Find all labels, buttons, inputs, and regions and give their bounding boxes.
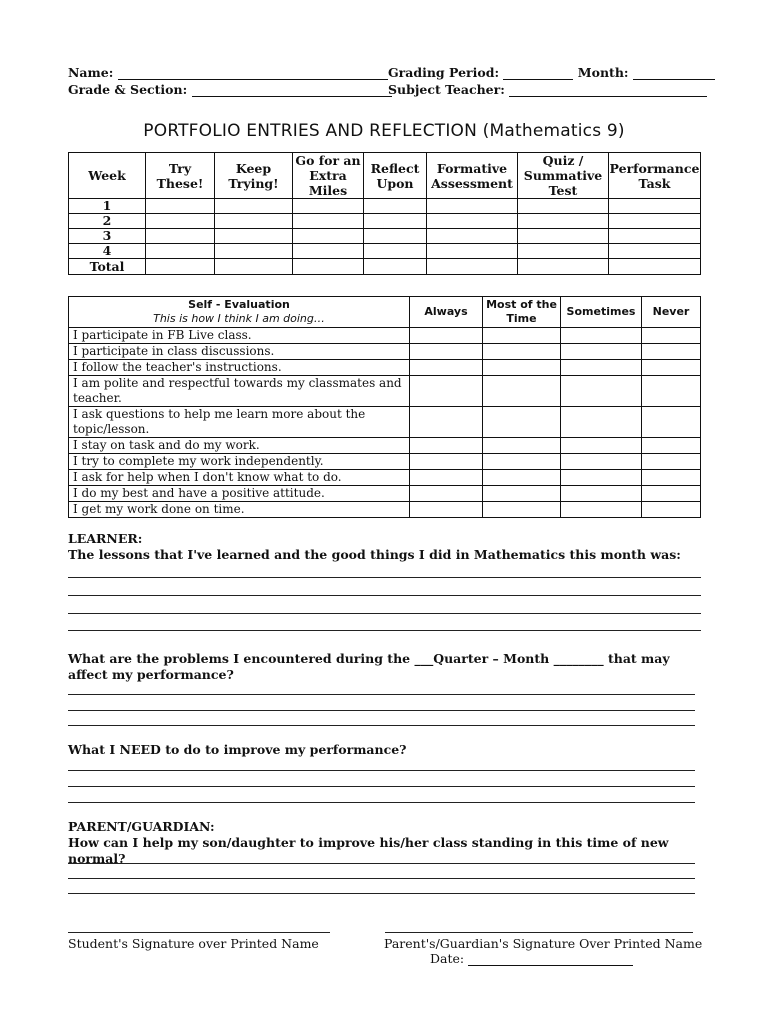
checkbox-cell[interactable]: [561, 454, 642, 470]
checkbox-cell[interactable]: [483, 328, 561, 344]
col-performance-task: Performance Task: [609, 153, 701, 199]
grading-period-row: [388, 65, 715, 80]
checkbox-cell[interactable]: [642, 438, 701, 454]
table-cell[interactable]: [609, 214, 701, 229]
col-try-these: Try These!: [146, 153, 215, 199]
portfolio-header-row: [69, 153, 701, 199]
subject-teacher-label: Subject Teacher:: [388, 82, 505, 97]
statement: I participate in class discussions.: [69, 344, 410, 360]
checkbox-cell[interactable]: [642, 328, 701, 344]
checkbox-cell[interactable]: [642, 376, 701, 407]
checkbox-cell[interactable]: [410, 454, 483, 470]
statement: I get my work done on time.: [69, 502, 410, 518]
month-input-line[interactable]: [633, 67, 715, 80]
table-cell[interactable]: [427, 214, 518, 229]
checkbox-cell[interactable]: [410, 360, 483, 376]
table-row: [69, 486, 701, 502]
table-row: [69, 328, 701, 344]
table-cell[interactable]: [146, 244, 215, 259]
checkbox-cell[interactable]: [561, 360, 642, 376]
statement: I try to complete my work independently.: [69, 454, 410, 470]
self-eval-header-row: [69, 297, 701, 328]
name-field-row: [68, 65, 388, 80]
parent-signature-label: Parent's/Guardian's Signature Over Printed Name: [384, 936, 703, 951]
checkbox-cell[interactable]: [642, 486, 701, 502]
checkbox-cell[interactable]: [642, 470, 701, 486]
answer-line[interactable]: [68, 613, 701, 614]
table-cell[interactable]: [215, 199, 293, 214]
checkbox-cell[interactable]: [642, 454, 701, 470]
learner-question-3: What I NEED to do to improve my performance?: [68, 742, 407, 757]
checkbox-cell[interactable]: [483, 486, 561, 502]
table-row: [69, 438, 701, 454]
table-cell[interactable]: [427, 229, 518, 244]
page-title: PORTFOLIO ENTRIES AND REFLECTION (Mathematics 9): [143, 121, 625, 141]
table-cell[interactable]: [364, 229, 427, 244]
statement: I ask questions to help me learn more about the topic/lesson.: [69, 407, 410, 438]
checkbox-cell[interactable]: [561, 486, 642, 502]
table-cell[interactable]: [427, 259, 518, 275]
answer-line[interactable]: [68, 802, 695, 803]
statement: I am polite and respectful towards my classmates and teacher.: [69, 376, 410, 407]
week-label: 4: [69, 244, 146, 259]
table-cell[interactable]: [518, 214, 609, 229]
learner-section: [68, 531, 708, 563]
table-row: [69, 229, 701, 244]
col-sometimes: Sometimes: [561, 297, 642, 328]
table-cell[interactable]: [146, 229, 215, 244]
table-cell[interactable]: [293, 259, 364, 275]
learner-question-2: What are the problems I encountered during the ___Quarter – Month ________ that may affect my performance?: [68, 651, 670, 682]
month-label: Month:: [577, 65, 629, 80]
table-cell[interactable]: [146, 259, 215, 275]
checkbox-cell[interactable]: [561, 407, 642, 438]
answer-line[interactable]: [68, 770, 695, 771]
table-cell[interactable]: [609, 244, 701, 259]
week-label: 1: [69, 199, 146, 214]
table-cell[interactable]: [293, 214, 364, 229]
table-cell[interactable]: [364, 244, 427, 259]
table-cell[interactable]: [364, 199, 427, 214]
checkbox-cell[interactable]: [410, 470, 483, 486]
table-row: [69, 259, 701, 275]
checkbox-cell[interactable]: [483, 438, 561, 454]
table-cell[interactable]: [427, 244, 518, 259]
table-row: [69, 244, 701, 259]
table-cell[interactable]: [609, 259, 701, 275]
table-cell[interactable]: [518, 259, 609, 275]
checkbox-cell[interactable]: [410, 407, 483, 438]
table-row: [69, 470, 701, 486]
table-row: [69, 502, 701, 518]
answer-line[interactable]: [68, 863, 695, 864]
parent-label: PARENT/GUARDIAN:: [68, 819, 215, 834]
checkbox-cell[interactable]: [561, 328, 642, 344]
parent-question: How can I help my son/daughter to improve his/her class standing in this time of new normal?: [68, 835, 669, 866]
self-eval-header: [69, 297, 410, 328]
table-cell[interactable]: [609, 229, 701, 244]
table-cell[interactable]: [518, 244, 609, 259]
col-quiz-summative: Quiz / Summative Test: [518, 153, 609, 199]
parent-signature-line[interactable]: [385, 932, 693, 933]
date-row: [430, 951, 633, 966]
grading-period-input-line[interactable]: [503, 67, 573, 80]
col-extra-miles: Go for an Extra Miles: [293, 153, 364, 199]
checkbox-cell[interactable]: [642, 344, 701, 360]
checkbox-cell[interactable]: [561, 438, 642, 454]
table-cell[interactable]: [364, 259, 427, 275]
answer-line[interactable]: [68, 630, 701, 631]
subject-teacher-row: [388, 82, 707, 97]
parent-section: [68, 819, 708, 867]
col-formative-assessment: Formative Assessment: [427, 153, 518, 199]
checkbox-cell[interactable]: [642, 360, 701, 376]
total-label: Total: [69, 259, 146, 275]
checkbox-cell[interactable]: [410, 344, 483, 360]
week-label: 3: [69, 229, 146, 244]
table-row: [69, 214, 701, 229]
checkbox-cell[interactable]: [410, 376, 483, 407]
table-row: [69, 454, 701, 470]
name-label: Name:: [68, 65, 114, 80]
col-reflect-upon: Reflect Upon: [364, 153, 427, 199]
self-eval-subtitle: This is how I think I am doing…: [153, 312, 325, 325]
statement: I follow the teacher's instructions.: [69, 360, 410, 376]
checkbox-cell[interactable]: [561, 376, 642, 407]
answer-line[interactable]: [68, 878, 695, 879]
checkbox-cell[interactable]: [483, 407, 561, 438]
table-cell[interactable]: [518, 229, 609, 244]
answer-line[interactable]: [68, 595, 701, 596]
checkbox-cell[interactable]: [483, 454, 561, 470]
table-cell[interactable]: [609, 199, 701, 214]
answer-line[interactable]: [68, 694, 695, 695]
grading-period-label: Grading Period:: [388, 65, 500, 80]
statement: I stay on task and do my work.: [69, 438, 410, 454]
table-cell[interactable]: [293, 244, 364, 259]
learner-label: LEARNER:: [68, 531, 143, 546]
table-cell[interactable]: [293, 199, 364, 214]
date-label: Date:: [430, 951, 465, 966]
grade-section-label: Grade & Section:: [68, 82, 188, 97]
learner-question-1: The lessons that I've learned and the good things I did in Mathematics this month was:: [68, 547, 681, 562]
name-input-line[interactable]: [118, 67, 388, 80]
table-cell[interactable]: [215, 214, 293, 229]
checkbox-cell[interactable]: [561, 470, 642, 486]
grade-section-input-line[interactable]: [192, 84, 392, 97]
table-cell[interactable]: [215, 259, 293, 275]
checkbox-cell[interactable]: [483, 360, 561, 376]
checkbox-cell[interactable]: [410, 438, 483, 454]
col-most-of-the-time: Most of the Time: [483, 297, 561, 328]
answer-line[interactable]: [68, 710, 695, 711]
answer-line[interactable]: [68, 893, 695, 894]
col-keep-trying: Keep Trying!: [215, 153, 293, 199]
checkbox-cell[interactable]: [410, 502, 483, 518]
table-cell[interactable]: [215, 244, 293, 259]
portfolio-table: [68, 152, 701, 275]
col-always: Always: [410, 297, 483, 328]
checkbox-cell[interactable]: [642, 407, 701, 438]
date-input-line[interactable]: [468, 953, 633, 966]
week-label: 2: [69, 214, 146, 229]
grade-section-row: [68, 82, 392, 97]
statement: I participate in FB Live class.: [69, 328, 410, 344]
student-signature-line[interactable]: [68, 932, 330, 933]
statement: I ask for help when I don't know what to do.: [69, 470, 410, 486]
answer-line[interactable]: [68, 577, 701, 578]
subject-teacher-input-line[interactable]: [509, 84, 707, 97]
answer-line[interactable]: [68, 725, 695, 726]
table-cell[interactable]: [518, 199, 609, 214]
checkbox-cell[interactable]: [561, 344, 642, 360]
table-row: [69, 199, 701, 214]
student-signature-label: Student's Signature over Printed Name: [68, 936, 319, 951]
table-cell[interactable]: [215, 229, 293, 244]
checkbox-cell[interactable]: [483, 344, 561, 360]
table-cell[interactable]: [293, 229, 364, 244]
checkbox-cell[interactable]: [410, 328, 483, 344]
table-cell[interactable]: [364, 214, 427, 229]
answer-line[interactable]: [68, 786, 695, 787]
statement: I do my best and have a positive attitude.: [69, 486, 410, 502]
table-row: [69, 407, 701, 438]
table-cell[interactable]: [146, 199, 215, 214]
table-row: [69, 360, 701, 376]
checkbox-cell[interactable]: [483, 502, 561, 518]
col-never: Never: [642, 297, 701, 328]
table-row: [69, 344, 701, 360]
checkbox-cell[interactable]: [561, 502, 642, 518]
self-eval-title: Self - Evaluation: [188, 298, 290, 311]
table-cell[interactable]: [427, 199, 518, 214]
col-week: Week: [69, 153, 146, 199]
checkbox-cell[interactable]: [483, 376, 561, 407]
checkbox-cell[interactable]: [410, 486, 483, 502]
self-evaluation-table: [68, 296, 701, 518]
checkbox-cell[interactable]: [642, 502, 701, 518]
checkbox-cell[interactable]: [483, 470, 561, 486]
table-cell[interactable]: [146, 214, 215, 229]
table-row: [69, 376, 701, 407]
